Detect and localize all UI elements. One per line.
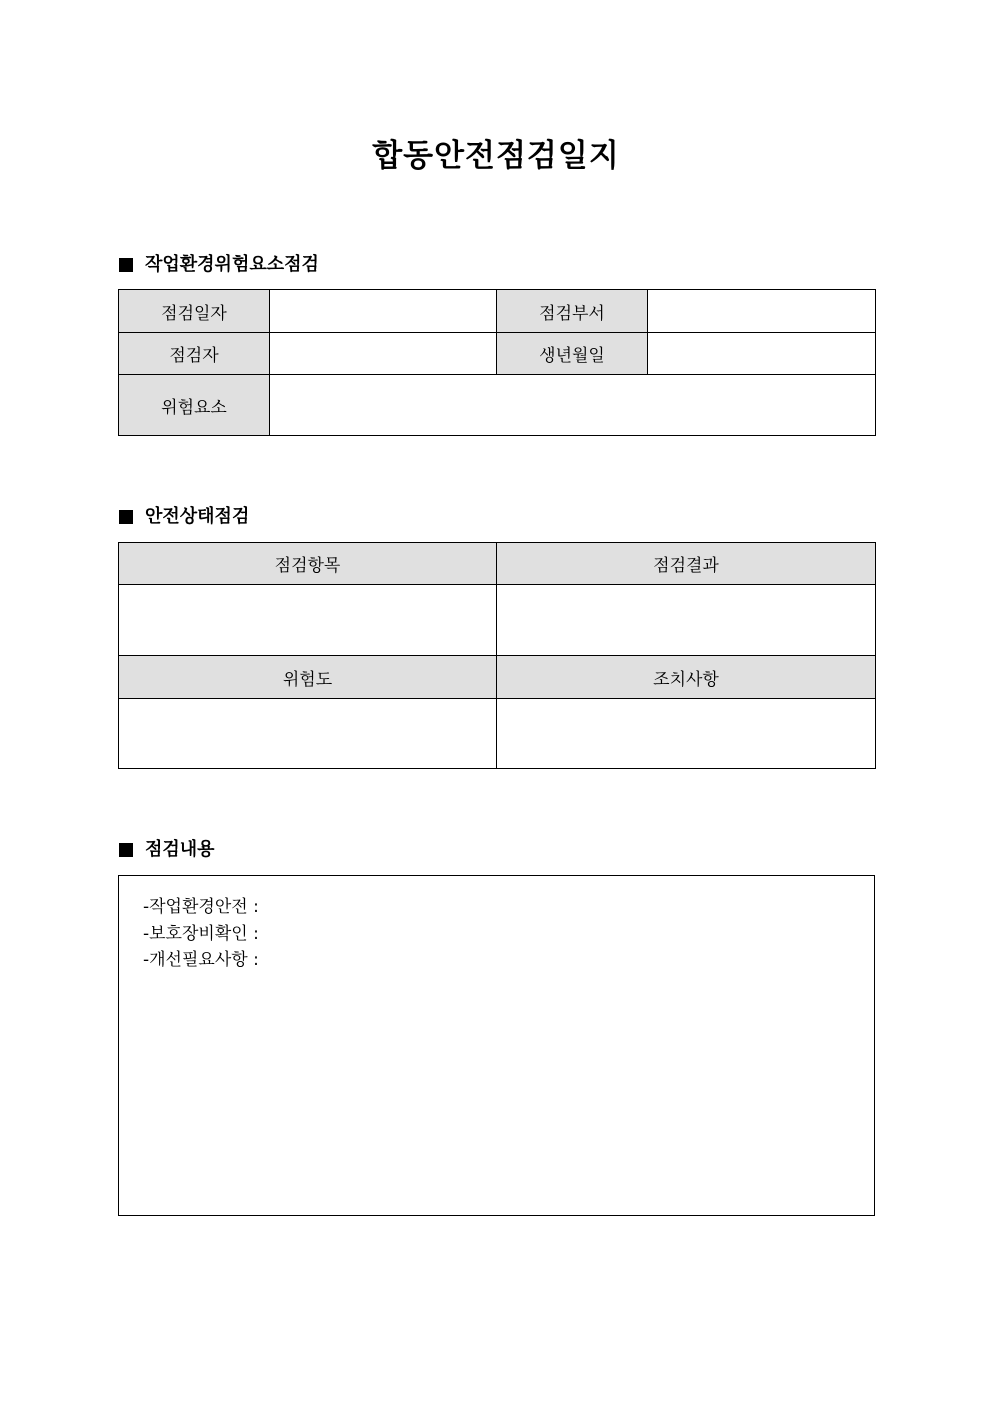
work-environment-table: [118, 289, 876, 436]
table-row: [119, 585, 876, 656]
square-bullet-icon: [119, 843, 133, 857]
inspection-item-header: 점검항목: [119, 543, 497, 585]
improvement-needed-line: -개선필요사항 :: [143, 950, 259, 970]
section-heading-work-environment: [119, 253, 319, 277]
document-title: 합동안전점검일지: [372, 138, 620, 174]
inspection-date-field[interactable]: [270, 290, 497, 333]
action-taken-field[interactable]: [497, 699, 876, 769]
inspection-details-box[interactable]: [118, 875, 875, 1216]
inspection-item-field[interactable]: [119, 585, 497, 656]
table-row: [119, 375, 876, 436]
birthdate-field[interactable]: [648, 333, 876, 375]
hazard-label: 위험요소: [119, 375, 270, 436]
square-bullet-icon: [119, 258, 133, 272]
risk-level-field[interactable]: [119, 699, 497, 769]
risk-level-header: 위험도: [119, 656, 497, 699]
inspection-details-lines: [143, 894, 259, 974]
hazard-field[interactable]: [270, 375, 876, 436]
protective-equipment-line: -보호장비확인 :: [143, 923, 259, 944]
inspector-field[interactable]: [270, 333, 497, 375]
inspection-dept-label: 점검부서: [497, 290, 648, 333]
section-heading-label: 작업환경위험요소점검: [145, 254, 319, 275]
section-heading-safety-status: [119, 505, 249, 529]
section-heading-label: 점검내용: [145, 839, 215, 860]
inspection-result-field[interactable]: [497, 585, 876, 656]
inspection-date-label: 점검일자: [119, 290, 270, 333]
safety-status-table: [118, 542, 876, 769]
table-row: [119, 656, 876, 699]
birthdate-label: 생년월일: [497, 333, 648, 375]
inspector-label: 점검자: [119, 333, 270, 375]
table-row: [119, 333, 876, 375]
inspection-dept-field[interactable]: [648, 290, 876, 333]
table-row: [119, 699, 876, 769]
section-heading-inspection-details: [119, 838, 215, 862]
action-taken-header: 조치사항: [497, 656, 876, 699]
table-row: [119, 290, 876, 333]
section-heading-label: 안전상태점검: [145, 506, 250, 527]
work-environment-safety-line: -작업환경안전 :: [143, 897, 259, 917]
table-row: [119, 543, 876, 585]
square-bullet-icon: [119, 510, 133, 524]
inspection-result-header: 점검결과: [497, 543, 876, 585]
